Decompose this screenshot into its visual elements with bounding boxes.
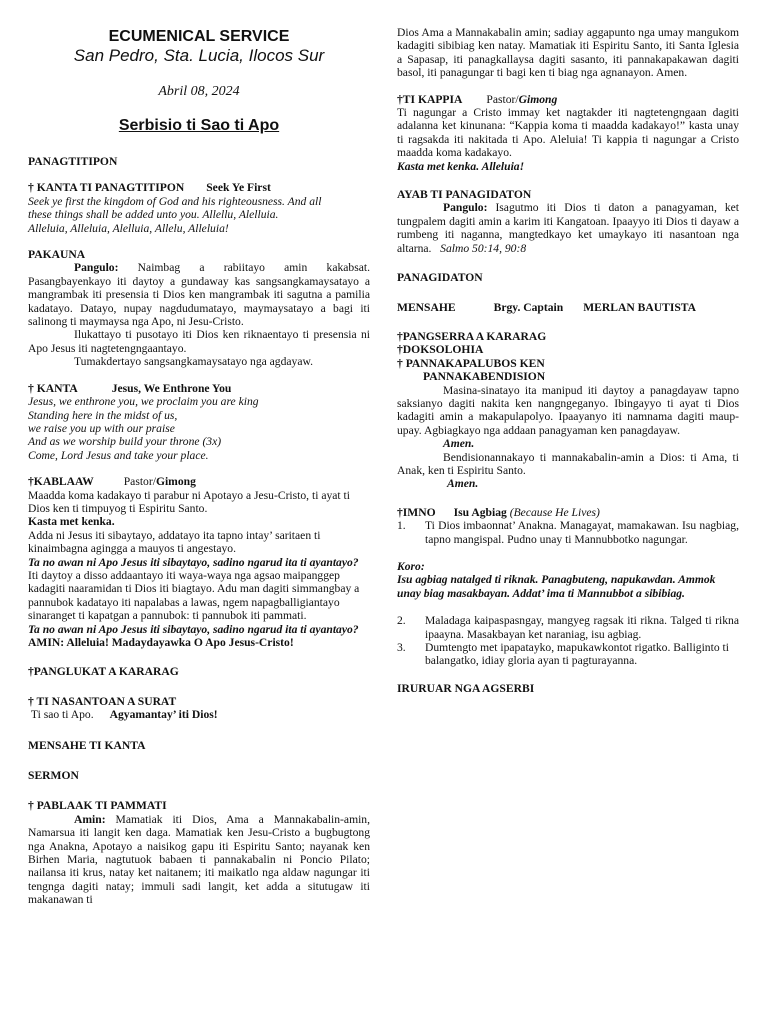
song-title: Seek Ye First bbox=[206, 181, 271, 195]
hymn-verse bbox=[397, 519, 739, 546]
section-heading: † KANTA TI PANAGTITIPON bbox=[28, 181, 185, 195]
speaker-label: Pangulo: bbox=[443, 201, 488, 215]
leader-label: Pastor/ bbox=[123, 475, 156, 489]
kablaaw-paragraph: Maadda koma kadakayo ti parabur ni Apotayo a Jesu-Cristo, ti ayat ti Dios ken ti timpuyog ti Espiritu Santo. bbox=[28, 488, 350, 515]
verse-number: 1. bbox=[397, 519, 406, 533]
kablaaw-paragraph: Adda ni Jesus iti sibaytayo, addatayo ita tapno intay’ saritaen ti kinaimbagna agingga a mauyos ti angestayo. bbox=[28, 528, 321, 556]
section-heading: †IMNO bbox=[397, 505, 436, 519]
speaker-name: MERLAN BAUTISTA bbox=[583, 300, 697, 314]
paragraph-text: Naimbag a rabiitayo amin kakabsat. Pasangbayenkayo iti daytoy a gundaway kas sangsangkamaysatayo a mangrambak iti presensia ti Dios ken mangrambak iti sagutna a pamilia kadatayo. Datayo, nupay nagdudumatayo, maymaysatayo a bagi iti salinong ti maymaysa nga Apo, ni Jesu-Cristo. bbox=[28, 261, 370, 329]
verse-text: Maladaga kaipaspasngay, mangyeg ragsak iti rikna. Talged ti rikna ipaayna. Masakbayan ket naraniag, isu agbiag. bbox=[425, 614, 739, 641]
hymn-verse bbox=[397, 614, 739, 641]
chorus-label: Koro: bbox=[397, 560, 425, 573]
congregation-label: Gimong bbox=[155, 475, 196, 489]
section-doksolohia: †DOKSOLOHIA bbox=[397, 343, 484, 357]
section-pablaak-ti-pammati: † PABLAAK TI PAMMATI bbox=[28, 799, 167, 813]
amen-response: Amen. bbox=[447, 477, 479, 491]
response-line: Ta no awan ni Apo Jesus iti sibaytayo, sadino ngarud ita ti ayantayo? bbox=[28, 555, 359, 569]
speaker-label: Amin: bbox=[74, 812, 106, 826]
response-line: Kasta met kenka. Alleluia! bbox=[397, 159, 525, 173]
hymn-subtitle: (Because He Lives) bbox=[509, 505, 600, 519]
section-heading: † KANTA bbox=[28, 381, 78, 395]
amin-line: AMIN: Alleluia! Madaydayawka O Apo Jesus-Cristo! bbox=[28, 636, 294, 649]
main-title: Serbisio ti Sao ti Apo bbox=[118, 117, 280, 134]
section-sermon: SERMON bbox=[28, 769, 79, 783]
right-column bbox=[397, 26, 739, 695]
hymn-verse bbox=[397, 641, 739, 668]
congregation-label: Gimong bbox=[518, 92, 558, 106]
verse-text: Dumtengto met ipapatayko, mapukawkontot rigatko. Balliginto ti balangatko, idiay gloria ayan ti pagturayanna. bbox=[425, 641, 729, 668]
leader-label: Pastor/ bbox=[486, 92, 519, 106]
section-mensahe bbox=[397, 301, 739, 314]
section-pakauna: PAKAUNA bbox=[28, 248, 86, 262]
section-panagtitipon: PANAGTITIPON bbox=[28, 155, 118, 168]
section-imno bbox=[397, 506, 739, 519]
verse-number: 3. bbox=[397, 641, 406, 655]
lyric-line: Alleluia, Alleluia, Alelluia, Allelu, Alleluia! bbox=[28, 221, 229, 235]
pakauna-paragraph bbox=[28, 261, 370, 328]
reading-response bbox=[28, 708, 370, 721]
lyric-line: these things shall be added unto you. Allellu, Alelluia. bbox=[28, 208, 279, 222]
response-line: Ta no awan ni Apo Jesus iti sibaytayo, sadino ngarud ita ti ayantayo? bbox=[28, 622, 359, 636]
lyric-line: Standing here in the midst of us, bbox=[28, 408, 178, 422]
ayab-paragraph bbox=[397, 201, 739, 255]
section-pangserra: †PANGSERRA A KARARAG bbox=[397, 329, 547, 343]
paragraph-text: Mamatiak iti Dios, Ama a Mannakabalin-amin, Namarsua iti langit ken daga. Mamatiak ken Jesu-Cristo a bugbugtong nga Anakna, Apotayo a naisikog gapu iti Espiritu Santo; nayanak ken Birhen Maria, nagtutuok babaen ti pannakabalin ni Poncio Pilato; nailansa iti krus, natay ket naitanem; iti maikatlo nga aldaw nagungar iti tengnga dagiti natay; immuli sadi langit, ket adda a situtugaw iti makanawan ti bbox=[28, 812, 370, 907]
kappia-paragraph: Ti nagungar a Cristo immay ket nagtakder iti nagtetengngaan dagiti adalanna ket kinunana: “Kappia koma ti maadda kadakayo!” kasta unay ti ragsakda iti nakitada ti Apo. Aleluia! Ti kappia ti nagungar a Cristo maadda koma kadakayo. bbox=[397, 106, 739, 160]
lyric-line: we raise you up with our praise bbox=[28, 421, 175, 435]
service-title: ECUMENICAL SERVICE bbox=[108, 28, 290, 45]
section-pannakapalubos: † PANNAKAPALUBOS KEN bbox=[397, 356, 545, 370]
section-ti-kappia bbox=[397, 93, 739, 106]
kablaaw-paragraph: Iti daytoy a disso addaantayo iti waya-waya nga agsao maipanggep kadagiti naaramidan ti Dios iti biagtayo. Adu man dagiti simmangbay a pannubok kadatayo iti napalabas a lawas, ngem napagballigiantayo sinaranget ti kapatgan a pannubok: ti pannubok iti pammati. bbox=[28, 568, 360, 623]
section-iruruar-nga-agserbi: IRURUAR NGA AGSERBI bbox=[397, 681, 535, 695]
amen-response: Amen. bbox=[443, 437, 475, 451]
section-heading: †TI KAPPIA bbox=[397, 92, 463, 106]
speaker-role: Brgy. Captain bbox=[493, 300, 564, 314]
section-heading: MENSAHE bbox=[397, 300, 456, 314]
lyric-line: Seek ye first the kingdom of God and his righteousness. And all bbox=[28, 194, 322, 208]
chorus-text: Isu agbiag natalged ti riknak. Panagbuteng, napukawdan. Ammok unay biag masakbayan. Addat’ ima ti Mannubbot a sibibiag. bbox=[397, 573, 716, 600]
creed-continuation: Dios Ama a Mannakabalin amin; sadiay aggapunto nga umay mangukom kadagiti sibibiag ken natay. Mamatiak iti Espiritu Santo, iti Santa Iglesia a Sapasap, iti panagkallaysa dagiti sasanto, iti pannakapakawan dagiti basol, iti panagungar ti bagi ken ti biag nga agnanayon. Amen. bbox=[397, 26, 739, 80]
section-kablaaw bbox=[28, 475, 370, 488]
section-kanta-panagtitipon bbox=[28, 181, 370, 194]
leader-line: Ti sao ti Apo. bbox=[30, 708, 94, 722]
song-title: Jesus, We Enthrone You bbox=[111, 381, 232, 395]
section-panglukat: †PANGLUKAT A KARARAG bbox=[28, 665, 179, 679]
response-line: Agyamantay’ iti Dios! bbox=[109, 708, 218, 722]
hymn-title: Isu Agbiag bbox=[453, 505, 507, 519]
lyric-line: Come, Lord Jesus and take your place. bbox=[28, 448, 209, 462]
section-heading: †KABLAAW bbox=[28, 475, 94, 489]
palubos-paragraph: Masina-sinatayo ita manipud iti daytoy a panagdayaw tapno saksianyo dagiti nakita ken nangngeganyo. Ibingayyo ti ayat ti Dios kadagiti amin a makapulapolyo. Ipaayanyo iti namnama dagiti maup-upay. Agbiagkayo nga addaan panagyaman ken panagdayaw. bbox=[397, 383, 739, 437]
section-ayab-ti-panagidaton: AYAB TI PANAGIDATON bbox=[397, 188, 532, 202]
scripture-reference: Salmo 50:14, 90:8 bbox=[440, 241, 527, 255]
section-kanta bbox=[28, 382, 370, 395]
section-mensahe-ti-kanta: MENSAHE TI KANTA bbox=[28, 738, 146, 752]
pakauna-paragraph-2: Ilukattayo ti pusotayo iti Dios ken riknaentayo ti presensia ni Apo Jesus iti nagtetengngaantayo. bbox=[28, 328, 370, 355]
section-nasantoan-a-surat: † TI NASANTOAN A SURAT bbox=[28, 694, 177, 708]
verse-text: Ti Dios imbaonnat’ Anakna. Managayat, mamakawan. Isu nagbiag, tapno mangispal. Pudno unay ti Mannubbotko nagungar. bbox=[425, 519, 739, 546]
bendision-paragraph: Bendisionannakayo ti mannakabalin-amin a Dios: ti Ama, ti Anak, ken ti Espiritu Santo. bbox=[397, 450, 739, 477]
verse-number: 2. bbox=[397, 614, 406, 628]
section-pannakabendision: PANNAKABENDISION bbox=[423, 370, 546, 384]
speaker-label: Pangulo: bbox=[74, 261, 119, 275]
pakauna-paragraph-3: Tumakdertayo sangsangkamaysatayo nga agdayaw. bbox=[74, 355, 314, 369]
service-location: San Pedro, Sta. Lucia, Ilocos Sur bbox=[73, 46, 325, 65]
creed-paragraph bbox=[28, 813, 370, 907]
lyric-line: Jesus, we enthrone you, we proclaim you are king bbox=[28, 395, 259, 409]
section-panagidaton: PANAGIDATON bbox=[397, 271, 483, 285]
lyric-line: And as we worship build your throne (3x) bbox=[28, 435, 222, 449]
service-date: Abril 08, 2024 bbox=[158, 84, 240, 99]
response-line: Kasta met kenka. bbox=[28, 515, 115, 529]
left-column bbox=[28, 0, 370, 907]
paragraph-text: Isagutmo iti Dios ti daton a panagyaman, ket tungpalem dagiti amin a karim iti Kangatoan. Ipaayyo iti Dios ti dayaw a rumbeng iti naganna, mangtedkayo ket umaykayo iti nasantoan nga altarna. bbox=[397, 201, 739, 255]
